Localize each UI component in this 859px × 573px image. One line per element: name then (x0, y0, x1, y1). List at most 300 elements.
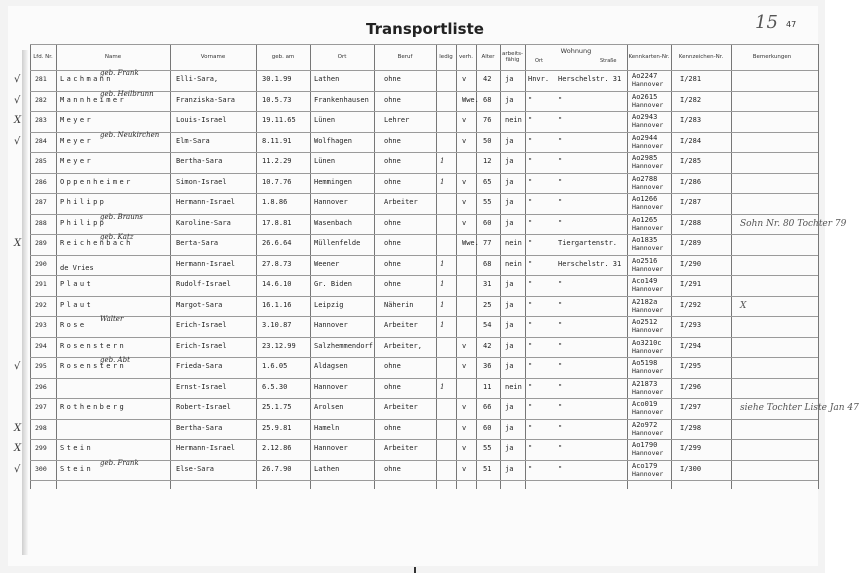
remark: X (740, 300, 747, 311)
id-card-number: A21873 (632, 379, 658, 388)
residence-street: " (558, 341, 563, 350)
birth-date: 1.8.86 (262, 198, 288, 206)
first-name: Erich-Israel (176, 341, 227, 350)
id-card-number: Ao2985 (632, 154, 658, 162)
residence-city: " (528, 423, 533, 432)
header-verh: verh. (458, 54, 474, 60)
age: 55 (483, 198, 492, 206)
first-name: Hermann-Israel (176, 198, 236, 206)
id-card-number: Ao2512 (632, 318, 658, 326)
residence-city: " (528, 95, 533, 104)
first-name: Franziska-Sara (176, 95, 236, 104)
first-name: Erich-Israel (176, 321, 227, 329)
residence-street: " (558, 382, 563, 391)
residence-street: " (558, 95, 563, 104)
birth-date: 14.6.10 (262, 280, 292, 288)
grid-column-line (818, 44, 819, 489)
row-check-mark: √ (14, 463, 21, 475)
birth-place: Lünen (314, 116, 336, 124)
grid-row-line (30, 378, 818, 379)
married-mark: v (462, 136, 467, 145)
residence-city: Hnvr. (528, 75, 550, 83)
header-ort: Ort (337, 54, 347, 60)
occupation: ohne (384, 157, 401, 165)
row-number: 282 (35, 95, 47, 104)
residence-city: " (528, 362, 533, 370)
surname: Plaut (60, 300, 94, 309)
row-number: 284 (35, 136, 47, 145)
birth-place: Hannover (314, 382, 348, 391)
surname: Plaut (60, 280, 94, 288)
id-card-issuer: Hannover (632, 428, 664, 437)
first-name: Bertha-Sara (176, 423, 223, 432)
id-card-issuer: Hannover (632, 367, 664, 375)
married-mark: v (462, 198, 467, 206)
remark: siehe Tochter Liste Jan 47 (740, 403, 859, 413)
residence-city: " (528, 300, 533, 309)
birth-date: 11.2.29 (262, 157, 292, 165)
handwritten-maiden-name: geb. Katz (100, 233, 134, 241)
residence-city: " (528, 157, 533, 165)
birth-place: Hameln (314, 423, 340, 432)
row-number: 298 (35, 423, 47, 432)
residence-street: " (558, 157, 563, 165)
header-kennkarten-nr: Kennkarten-Nr. (628, 54, 670, 60)
first-name: Karoline-Sara (176, 218, 231, 227)
row-check-mark: X (14, 238, 22, 249)
age: 68 (483, 95, 492, 104)
grid-row-line (30, 44, 818, 45)
occupation: Arbeiter (384, 444, 418, 452)
birth-date: 19.11.65 (262, 116, 296, 124)
residence-city: " (528, 382, 533, 391)
identifier-number: I/283 (680, 116, 702, 124)
grid-row-line (30, 419, 818, 420)
row-number: 292 (35, 300, 47, 309)
first-name: Bertha-Sara (176, 157, 223, 165)
birth-date: 10.5.73 (262, 95, 292, 104)
occupation: ohne (384, 464, 401, 473)
id-card-number: A2182a (632, 297, 658, 306)
fit-for-work: ja (505, 280, 514, 288)
row-number: 296 (35, 382, 47, 391)
handwritten-maiden-name: geb. Heilbrunn (100, 89, 154, 98)
occupation: Arbeiter (384, 321, 418, 329)
id-card-issuer: Hannover (632, 387, 664, 396)
birth-place: Leipzig (314, 300, 344, 309)
occupation: ohne (384, 382, 401, 391)
handwritten-page-number: 15 (755, 12, 778, 33)
single-mark: 1 (440, 259, 445, 268)
id-card-issuer: Hannover (632, 100, 664, 109)
surname: Meyer (60, 116, 94, 124)
age: 66 (483, 403, 492, 411)
identifier-number: I/287 (680, 198, 702, 206)
grid-row-line (30, 70, 818, 71)
row-number: 289 (35, 239, 47, 247)
identifier-number: I/282 (680, 95, 702, 104)
grid-row-line (30, 173, 818, 174)
header-alter: Alter (481, 54, 495, 60)
age: 77 (483, 239, 492, 247)
identifier-number: I/297 (680, 403, 702, 411)
residence-street: " (558, 321, 563, 329)
id-card-number: Ao2788 (632, 174, 658, 183)
id-card-number: Ao2615 (632, 92, 658, 101)
row-number: 290 (35, 259, 47, 268)
residence-street: " (558, 280, 563, 288)
first-name: Louis-Israel (176, 116, 227, 124)
binder-shadow (22, 50, 28, 555)
fit-for-work: ja (505, 218, 514, 227)
row-check-mark: X (14, 422, 22, 434)
married-mark: v (462, 464, 467, 473)
residence-city: " (528, 116, 533, 124)
handwritten-maiden-name: geb. Neukirchen (100, 130, 160, 139)
fit-for-work: ja (505, 341, 514, 350)
header-kennzeichen-nr: Kennzeichen-Nr. (678, 54, 724, 60)
header-vorname: Vorname (200, 54, 226, 60)
surname: Lachmann (60, 75, 113, 83)
identifier-number: I/290 (680, 259, 702, 268)
occupation: ohne (384, 218, 401, 227)
birth-date: 16.1.16 (262, 300, 292, 309)
handwritten-maiden-name: geb. Frank (100, 69, 139, 77)
id-card-issuer: Hannover (632, 80, 664, 88)
birth-date: 26.6.64 (262, 239, 292, 247)
birth-place: Frankenhausen (314, 95, 369, 104)
occupation: ohne (384, 177, 401, 186)
first-name: Margot-Sara (176, 300, 223, 309)
fit-for-work: ja (505, 95, 514, 104)
grid-row-line (30, 193, 818, 194)
remark: Sohn Nr. 80 Tochter 79 (740, 218, 847, 229)
document-title: Transportliste (366, 20, 484, 38)
identifier-number: I/286 (680, 177, 702, 186)
residence-city: " (528, 259, 533, 268)
row-check-mark: √ (14, 74, 21, 85)
occupation: ohne (384, 136, 401, 145)
row-number: 283 (35, 116, 47, 124)
occupation: ohne (384, 423, 401, 432)
id-card-issuer: Hannover (632, 244, 664, 252)
surname: Reichenbach (60, 239, 133, 247)
surname: Stein (60, 464, 94, 473)
single-mark: 1 (440, 321, 445, 329)
age: 42 (483, 75, 492, 83)
row-number: 300 (35, 464, 47, 473)
birth-date: 8.11.91 (262, 136, 292, 145)
residence-street: " (558, 218, 563, 227)
residence-street: " (558, 464, 563, 473)
id-card-issuer: Hannover (632, 203, 664, 211)
married-mark: v (462, 362, 467, 370)
grid-row-line (30, 152, 818, 153)
residence-street: " (558, 444, 563, 452)
id-card-issuer: Hannover (632, 305, 664, 314)
row-number: 295 (35, 362, 47, 370)
first-name: Hermann-Israel (176, 444, 236, 452)
first-name: Berta-Sara (176, 239, 219, 247)
grid-row-line (30, 398, 818, 399)
residence-street: " (558, 177, 563, 186)
birth-place: Lathen (314, 464, 340, 473)
row-check-mark: X (14, 443, 22, 454)
birth-place: Hemmingen (314, 177, 352, 186)
residence-street: " (558, 423, 563, 432)
page-fold (414, 567, 416, 573)
fit-for-work: ja (505, 321, 514, 329)
fit-for-work: ja (505, 136, 514, 145)
id-card-issuer: Hannover (632, 264, 664, 273)
first-name: Frieda-Sara (176, 362, 223, 370)
header-arbeitsfaehig: arbeits-fähig (501, 51, 524, 63)
birth-date: 23.12.99 (262, 341, 296, 350)
page-number: 47 (786, 20, 797, 29)
age: 31 (483, 280, 492, 288)
header-ledig: ledig (439, 54, 453, 60)
grid-row-line (30, 296, 818, 297)
id-card-issuer: Hannover (632, 408, 664, 416)
grid-row-line (30, 214, 818, 215)
birth-date: 17.8.81 (262, 218, 292, 227)
id-card-number: Ao1265 (632, 215, 658, 224)
id-card-issuer: Hannover (632, 346, 664, 355)
married-mark: v (462, 341, 467, 350)
identifier-number: I/294 (680, 341, 702, 350)
residence-city: " (528, 341, 533, 350)
grid-row-line (30, 357, 818, 358)
residence-city: " (528, 198, 533, 206)
single-mark: 1 (440, 382, 445, 391)
grid-row-line (30, 439, 818, 440)
id-card-number: Ao2247 (632, 72, 658, 80)
handwritten-maiden-name: geb. Brauns (100, 212, 143, 221)
row-number: 281 (35, 75, 47, 83)
surname: Rothenberg (60, 403, 127, 411)
row-number: 299 (35, 444, 47, 452)
birth-date: 30.1.99 (262, 75, 292, 83)
identifier-number: I/281 (680, 75, 702, 83)
first-name: Hermann-Israel (176, 259, 236, 268)
identifier-number: I/300 (680, 464, 702, 473)
residence-street: Tiergartenstr. (558, 239, 618, 247)
first-name: Elli-Sara, (176, 75, 219, 83)
occupation: ohne (384, 259, 401, 268)
header-wohnung-ort: Ort (535, 58, 543, 64)
married-mark: v (462, 423, 467, 432)
row-number: 286 (35, 177, 47, 186)
fit-for-work: ja (505, 198, 514, 206)
identifier-number: I/292 (680, 300, 702, 309)
id-card-number: Ao1835 (632, 236, 658, 244)
id-card-number: Ao2516 (632, 256, 658, 265)
id-card-number: Aco019 (632, 400, 658, 408)
grid-row-line (30, 480, 818, 481)
identifier-number: I/288 (680, 218, 702, 227)
id-card-number: Aco179 (632, 461, 658, 470)
residence-street: Herschelstr. 31 (558, 259, 622, 268)
first-name: Ernst-Israel (176, 382, 227, 391)
residence-city: " (528, 239, 533, 247)
id-card-issuer: Hannover (632, 449, 664, 457)
occupation: ohne (384, 95, 401, 104)
residence-street: " (558, 362, 563, 370)
occupation: Lehrer (384, 116, 410, 124)
single-mark: 1 (440, 177, 445, 186)
header-wohnung: Wohnung (560, 47, 592, 55)
id-card-issuer: Hannover (632, 121, 664, 129)
row-number: 288 (35, 218, 47, 227)
fit-for-work: nein (505, 239, 522, 247)
id-card-issuer: Hannover (632, 285, 664, 293)
id-card-issuer: Hannover (632, 182, 664, 191)
birth-date: 25.9.81 (262, 423, 292, 432)
id-card-number: A2o972 (632, 420, 658, 429)
fit-for-work: ja (505, 75, 514, 83)
birth-place: Müllenfelde (314, 239, 361, 247)
identifier-number: I/296 (680, 382, 702, 391)
married-mark: v (462, 403, 467, 411)
residence-street: " (558, 403, 563, 411)
residence-street: Herschelstr. 31 (558, 75, 622, 83)
residence-street: " (558, 300, 563, 309)
id-card-number: Ao3210c (632, 338, 662, 347)
row-number: 285 (35, 157, 47, 165)
birth-place: Hannover (314, 198, 348, 206)
occupation: ohne (384, 362, 401, 370)
surname-alt: de Vries (60, 263, 94, 272)
age: 42 (483, 341, 492, 350)
residence-city: " (528, 403, 533, 411)
identifier-number: I/291 (680, 280, 702, 288)
birth-date: 26.7.90 (262, 464, 292, 473)
header-name: Name (104, 54, 122, 60)
id-card-issuer: Hannover (632, 162, 664, 170)
age: 60 (483, 423, 492, 432)
surname: Meyer (60, 136, 94, 145)
age: 65 (483, 177, 492, 186)
first-name: Else-Sara (176, 464, 214, 473)
surname: Philipp (60, 218, 107, 227)
surname: Stein (60, 444, 94, 452)
residence-city: " (528, 464, 533, 473)
row-number: 294 (35, 341, 47, 350)
married-mark: Wwe. (462, 95, 479, 104)
header-wohnung-strasse: Straße (600, 58, 617, 64)
birth-place: Wolfhagen (314, 136, 352, 145)
married-mark: v (462, 177, 467, 186)
row-number: 291 (35, 280, 47, 288)
occupation: ohne (384, 280, 401, 288)
birth-date: 2.12.86 (262, 444, 292, 452)
fit-for-work: nein (505, 116, 522, 124)
occupation: ohne (384, 239, 401, 247)
id-card-number: Ao2943 (632, 113, 658, 121)
grid-row-line (30, 111, 818, 112)
header-geb-am: geb. am (271, 54, 295, 60)
id-card-number: Ao5198 (632, 359, 658, 367)
birth-place: Gr. Biden (314, 280, 352, 288)
fit-for-work: nein (505, 259, 522, 268)
handwritten-maiden-name: geb. Abt (100, 356, 130, 364)
surname: Philipp (60, 198, 107, 206)
married-mark: v (462, 218, 467, 227)
fit-for-work: ja (505, 464, 514, 473)
birth-place: Arolsen (314, 403, 344, 411)
grid-row-line (30, 275, 818, 276)
header-bemerkungen: Bemerkungen (752, 54, 792, 60)
surname: Meyer (60, 157, 94, 165)
surname: Rosenstern (60, 341, 127, 350)
age: 54 (483, 321, 492, 329)
fit-for-work: ja (505, 177, 514, 186)
birth-date: 10.7.76 (262, 177, 292, 186)
age: 11 (483, 382, 492, 391)
fit-for-work: ja (505, 300, 514, 309)
header-lfd-nr: Lfd. Nr. (33, 54, 53, 60)
row-check-mark: √ (14, 361, 21, 372)
age: 68 (483, 259, 492, 268)
identifier-number: I/289 (680, 239, 702, 247)
occupation: Arbeiter (384, 403, 418, 411)
surname: Mannheimer (60, 95, 127, 104)
handwritten-maiden-name: Walter (100, 315, 124, 323)
fit-for-work: ja (505, 362, 514, 370)
id-card-issuer: Hannover (632, 223, 664, 232)
residence-city: " (528, 321, 533, 329)
id-card-number: Ao1790 (632, 441, 658, 449)
fit-for-work: nein (505, 382, 522, 391)
age: 25 (483, 300, 492, 309)
grid-row-line (30, 337, 818, 338)
grid-row-line (30, 460, 818, 461)
residence-city: " (528, 444, 533, 452)
residence-street: " (558, 116, 563, 124)
residence-city: " (528, 136, 533, 145)
fit-for-work: ja (505, 423, 514, 432)
id-card-number: Ao1266 (632, 195, 658, 203)
single-mark: 1 (440, 280, 445, 288)
handwritten-maiden-name: geb. Frank (100, 458, 139, 467)
residence-street: " (558, 198, 563, 206)
age: 36 (483, 362, 492, 370)
row-check-mark: X (14, 115, 22, 126)
birth-place: Weener (314, 259, 340, 268)
age: 12 (483, 157, 492, 165)
identifier-number: I/295 (680, 362, 702, 370)
first-name: Rudolf-Israel (176, 280, 231, 288)
first-name: Robert-Israel (176, 403, 231, 411)
row-number: 287 (35, 198, 47, 206)
surname: Rosenstern (60, 362, 127, 370)
row-number: 293 (35, 321, 47, 329)
identifier-number: I/285 (680, 157, 702, 165)
id-card-number: Ao2944 (632, 133, 658, 142)
id-card-issuer: Hannover (632, 469, 664, 478)
id-card-issuer: Hannover (632, 141, 664, 150)
id-card-number: Aco149 (632, 277, 658, 285)
grid-row-line (30, 234, 818, 235)
fit-for-work: ja (505, 403, 514, 411)
married-mark: v (462, 75, 467, 83)
row-check-mark: √ (14, 94, 21, 106)
age: 55 (483, 444, 492, 452)
single-mark: 1 (440, 157, 445, 165)
single-mark: 1 (440, 300, 445, 309)
id-card-issuer: Hannover (632, 326, 664, 334)
row-number: 297 (35, 403, 47, 411)
